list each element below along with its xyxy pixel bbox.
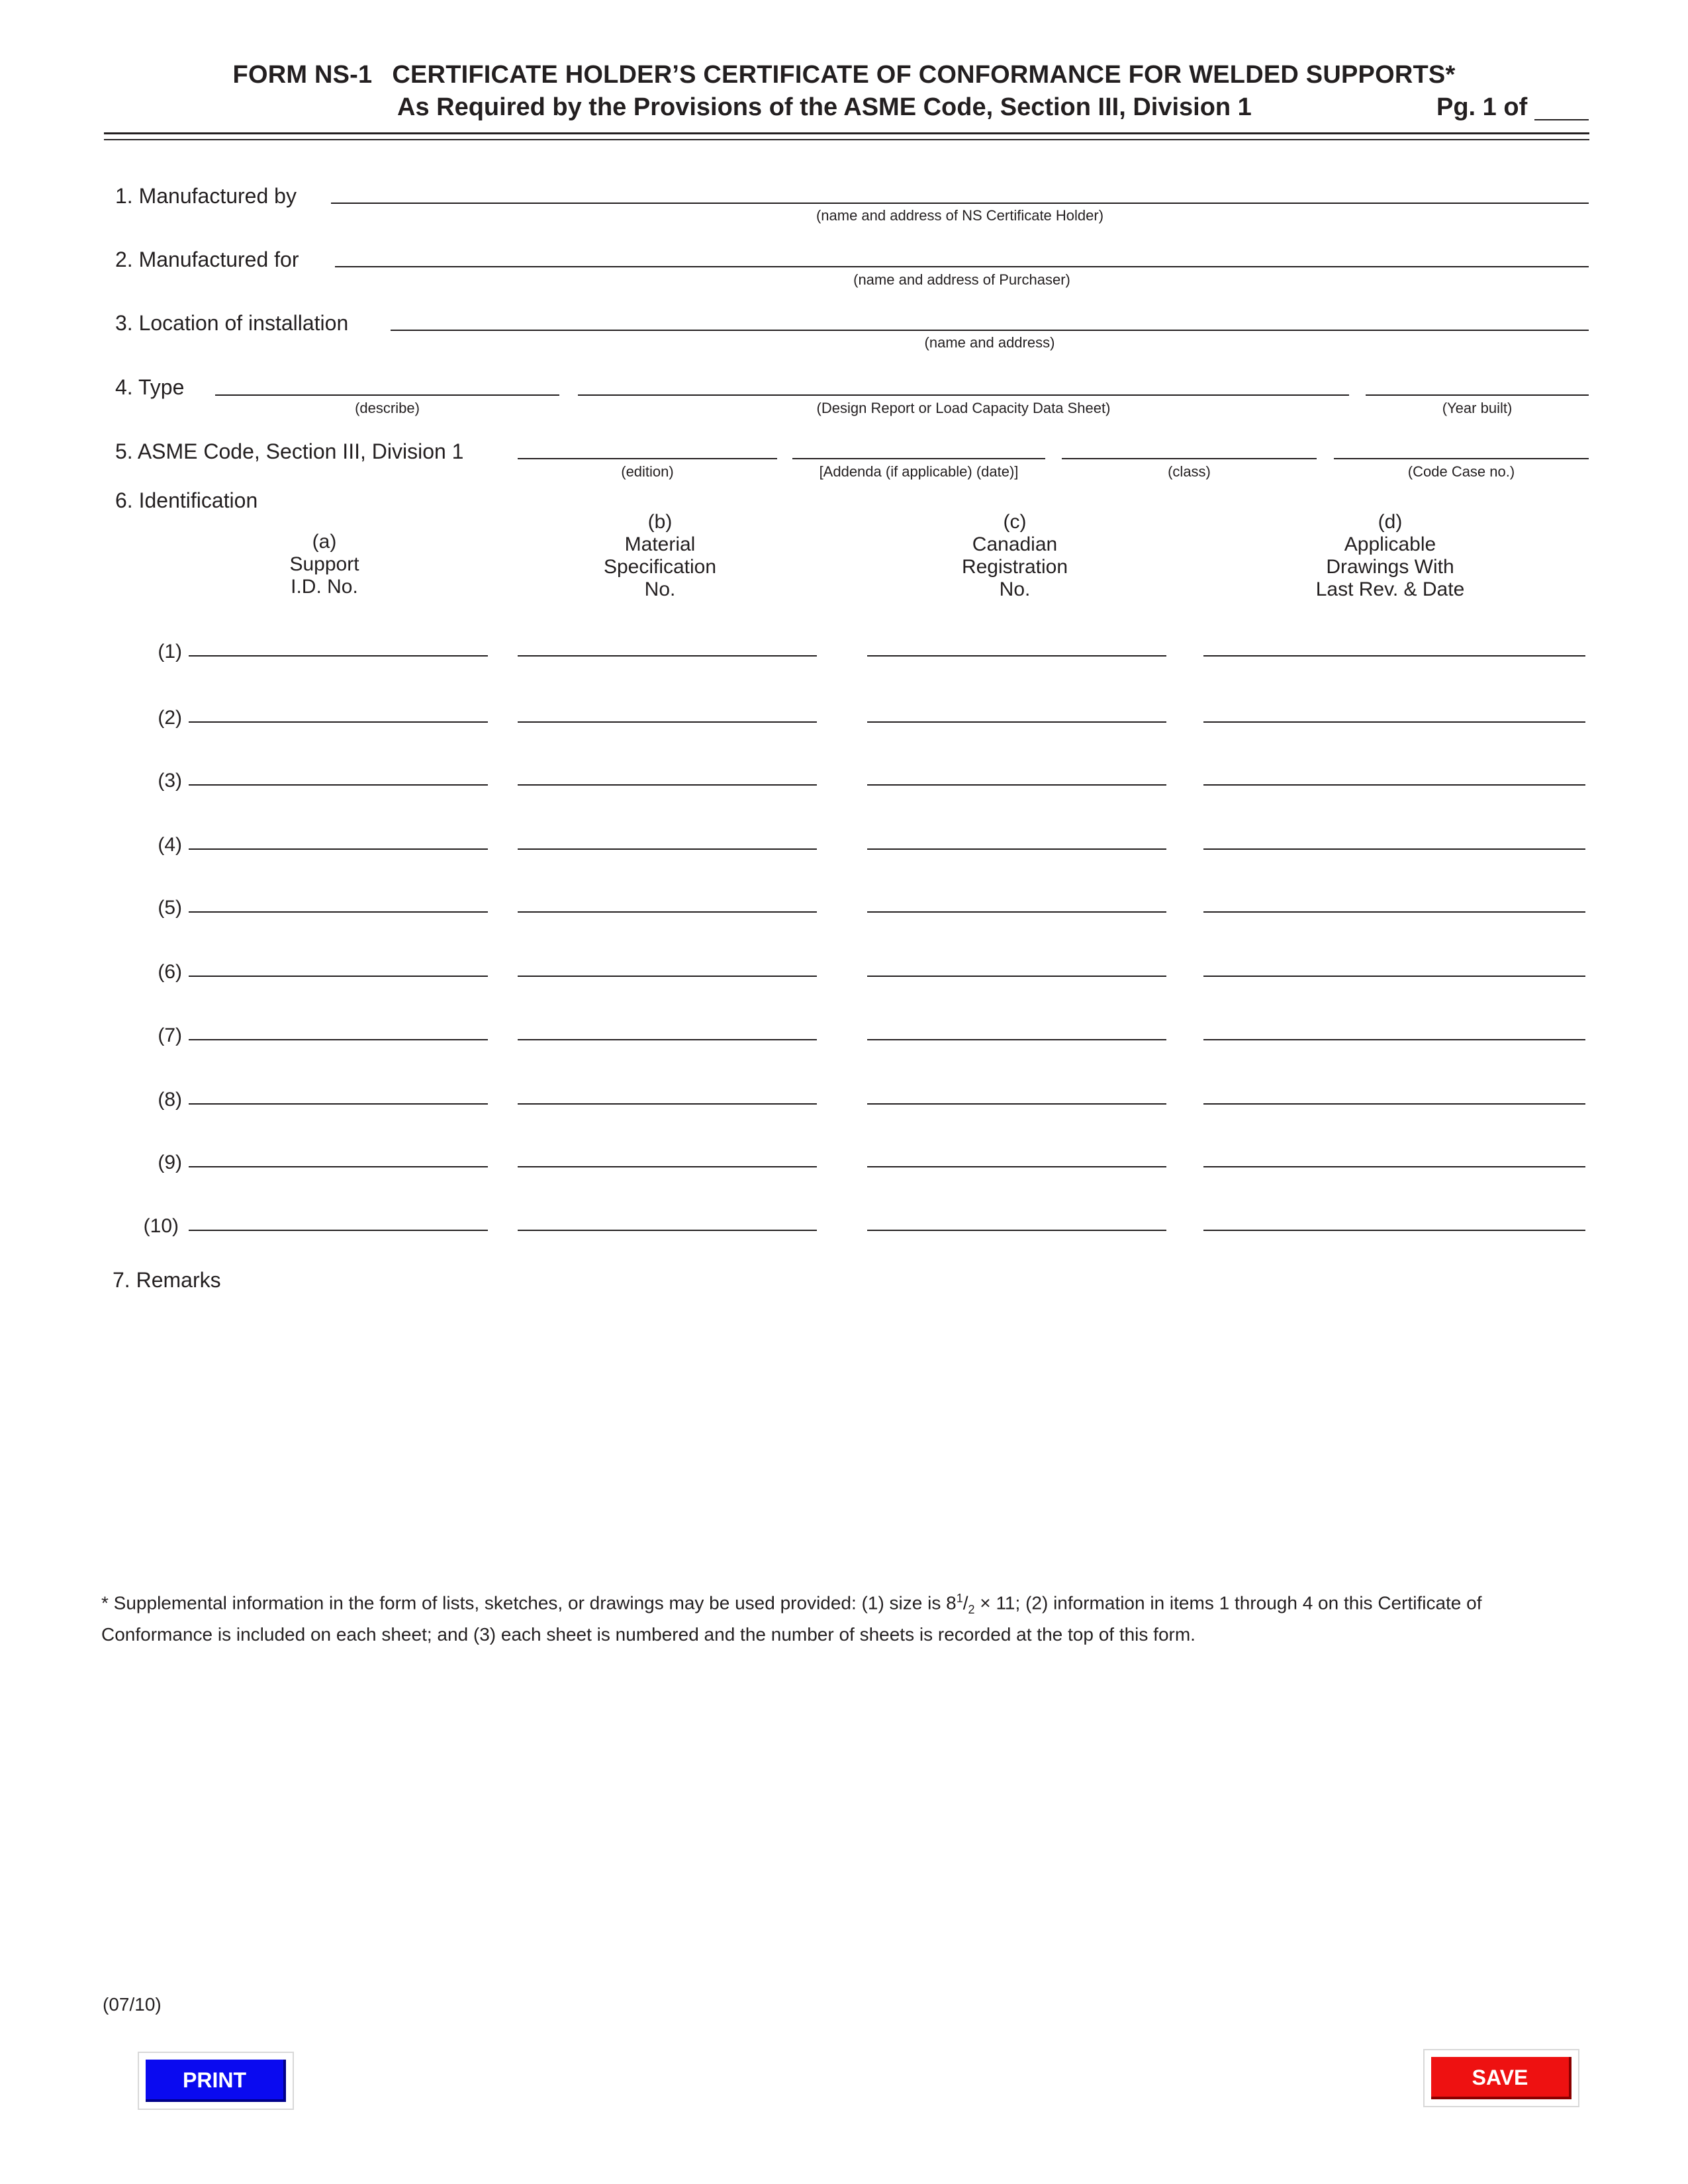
remarks-label: 7. Remarks bbox=[113, 1268, 221, 1292]
material-spec-field[interactable] bbox=[518, 721, 817, 723]
code-case-field[interactable] bbox=[1334, 458, 1589, 459]
material-spec-field[interactable] bbox=[518, 1166, 817, 1167]
code-addenda-caption: [Addenda (if applicable) (date)] bbox=[819, 463, 1019, 480]
type-describe-caption: (describe) bbox=[355, 400, 420, 416]
column-b-line: Material bbox=[624, 533, 696, 555]
drawings-field[interactable] bbox=[1203, 976, 1585, 977]
code-label: 5. ASME Code, Section III, Division 1 bbox=[115, 439, 464, 463]
column-b-line: No. bbox=[644, 578, 676, 600]
support-id-field[interactable] bbox=[189, 911, 488, 913]
row-number: (7) bbox=[158, 1024, 182, 1046]
column-header-c bbox=[915, 511, 1114, 601]
manufactured-by-caption: (name and address of NS Certificate Holder) bbox=[816, 207, 1104, 224]
column-b-line: (b) bbox=[647, 511, 673, 533]
canadian-reg-field[interactable] bbox=[867, 1230, 1166, 1231]
row-number: (4) bbox=[158, 834, 182, 856]
location-label: 3. Location of installation bbox=[115, 311, 349, 335]
row-number: (8) bbox=[158, 1089, 182, 1111]
row-number: (6) bbox=[158, 961, 182, 983]
footnote-text: × 11; (2) information in items 1 through 4 on this Certificate of Conformance is included on each sheet; and (3) each sheet is numbered and the number of sheets is recorded at the top of this form. bbox=[101, 1592, 1482, 1645]
footnote-text: * Supplemental information in the form of lists, sketches, or drawings may be used provided: (1) size is 8 bbox=[101, 1592, 957, 1614]
form-title-text: CERTIFICATE HOLDER’S CERTIFICATE OF CONFORMANCE FOR WELDED SUPPORTS* bbox=[392, 61, 1456, 89]
material-spec-field[interactable] bbox=[518, 848, 817, 850]
support-id-field[interactable] bbox=[189, 1039, 488, 1040]
canadian-reg-field[interactable] bbox=[867, 976, 1166, 977]
row-number: (9) bbox=[158, 1152, 182, 1173]
remarks-area[interactable] bbox=[113, 1301, 1589, 1553]
column-header-d bbox=[1271, 511, 1509, 601]
column-header-b bbox=[561, 511, 759, 601]
column-c-line: Canadian bbox=[972, 533, 1058, 555]
drawings-field[interactable] bbox=[1203, 1230, 1585, 1231]
support-id-field[interactable] bbox=[189, 721, 488, 723]
code-addenda-field[interactable] bbox=[792, 458, 1045, 459]
type-year-caption: (Year built) bbox=[1442, 400, 1513, 416]
drawings-field[interactable] bbox=[1203, 848, 1585, 850]
column-a-line: (a) bbox=[312, 531, 337, 553]
save-button[interactable] bbox=[1423, 2049, 1579, 2107]
column-header-a bbox=[225, 531, 424, 598]
row-number: (1) bbox=[158, 641, 182, 662]
code-class-caption: (class) bbox=[1168, 463, 1211, 480]
canadian-reg-field[interactable] bbox=[867, 784, 1166, 786]
drawings-field[interactable] bbox=[1203, 911, 1585, 913]
row-number: (5) bbox=[158, 897, 182, 919]
column-c-line: No. bbox=[999, 578, 1031, 600]
manufactured-for-caption: (name and address of Purchaser) bbox=[853, 271, 1070, 288]
material-spec-field[interactable] bbox=[518, 1230, 817, 1231]
print-button[interactable] bbox=[138, 2052, 294, 2110]
type-report-caption: (Design Report or Load Capacity Data Sheet) bbox=[816, 400, 1111, 416]
footnote-fraction-denominator: 2 bbox=[968, 1602, 975, 1616]
drawings-field[interactable] bbox=[1203, 1039, 1585, 1040]
column-a-line: Support bbox=[289, 553, 359, 575]
canadian-reg-field[interactable] bbox=[867, 1039, 1166, 1040]
column-c-line: (c) bbox=[1003, 511, 1027, 533]
drawings-field[interactable] bbox=[1203, 784, 1585, 786]
support-id-field[interactable] bbox=[189, 655, 488, 657]
footnote-fraction-numerator: 1 bbox=[956, 1592, 963, 1605]
print-button-label: PRINT bbox=[146, 2060, 286, 2102]
drawings-field[interactable] bbox=[1203, 721, 1585, 723]
header-rule bbox=[104, 139, 1589, 140]
material-spec-field[interactable] bbox=[518, 784, 817, 786]
identification-label: 6. Identification bbox=[115, 488, 258, 512]
revision-date: (07/10) bbox=[103, 1994, 162, 2015]
drawings-field[interactable] bbox=[1203, 1166, 1585, 1167]
column-c-line: Registration bbox=[961, 556, 1068, 578]
material-spec-field[interactable] bbox=[518, 976, 817, 977]
save-button-label: SAVE bbox=[1431, 2057, 1571, 2099]
canadian-reg-field[interactable] bbox=[867, 1166, 1166, 1167]
header-rule bbox=[104, 132, 1589, 134]
footnote: * Supplemental information in the form of lists, sketches, or drawings may be used provided: (1) size is $8^1/_2 \times 11$; (2) information in items 1 through 4 on this Certificate of Conformance is included on each sheet; and (3) each sheet is numbered and the number of sheets is recorded at the top of this form. bbox=[101, 1592, 1482, 1645]
material-spec-field[interactable] bbox=[518, 1103, 817, 1105]
form-subtitle: As Required by the Provisions of the ASME Code, Section III, Division 1 bbox=[397, 93, 1252, 121]
canadian-reg-field[interactable] bbox=[867, 911, 1166, 913]
type-describe-field[interactable] bbox=[215, 394, 559, 396]
drawings-field[interactable] bbox=[1203, 1103, 1585, 1105]
support-id-field[interactable] bbox=[189, 848, 488, 850]
location-caption: (name and address) bbox=[924, 334, 1055, 351]
manufactured-by-label: 1. Manufactured by bbox=[115, 184, 297, 208]
row-number: (3) bbox=[158, 770, 182, 792]
column-a-line: I.D. No. bbox=[291, 576, 358, 598]
material-spec-field[interactable] bbox=[518, 911, 817, 913]
code-class-field[interactable] bbox=[1062, 458, 1317, 459]
manufactured-for-field[interactable] bbox=[335, 266, 1589, 267]
row-number: (10) bbox=[143, 1215, 179, 1237]
column-d-line: Drawings With bbox=[1326, 556, 1454, 578]
canadian-reg-field[interactable] bbox=[867, 655, 1166, 657]
support-id-field[interactable] bbox=[189, 976, 488, 977]
support-id-field[interactable] bbox=[189, 784, 488, 786]
material-spec-field[interactable] bbox=[518, 1039, 817, 1040]
manufactured-for-label: 2. Manufactured for bbox=[115, 248, 299, 271]
column-d-line: (d) bbox=[1378, 511, 1403, 533]
manufactured-by-field[interactable] bbox=[331, 203, 1589, 204]
page-total-field[interactable] bbox=[1534, 119, 1589, 120]
column-b-line: Specification bbox=[603, 556, 717, 578]
type-label: 4. Type bbox=[115, 375, 185, 399]
location-field[interactable] bbox=[391, 330, 1589, 331]
canadian-reg-field[interactable] bbox=[867, 721, 1166, 723]
row-number: (2) bbox=[158, 707, 182, 729]
column-d-line: Last Rev. & Date bbox=[1315, 578, 1465, 600]
canadian-reg-field[interactable] bbox=[867, 1103, 1166, 1105]
type-year-field[interactable] bbox=[1366, 394, 1589, 396]
support-id-field[interactable] bbox=[189, 1166, 488, 1167]
drawings-field[interactable] bbox=[1203, 655, 1585, 657]
support-id-field[interactable] bbox=[189, 1230, 488, 1231]
code-case-caption: (Code Case no.) bbox=[1407, 463, 1515, 480]
form-title bbox=[0, 61, 1688, 89]
code-edition-field[interactable] bbox=[518, 458, 777, 459]
type-report-field[interactable] bbox=[578, 394, 1349, 396]
form-number: FORM NS-1 bbox=[232, 61, 373, 89]
page-label: Pg. 1 of bbox=[1436, 93, 1528, 121]
material-spec-field[interactable] bbox=[518, 655, 817, 657]
column-d-line: Applicable bbox=[1344, 533, 1436, 555]
code-edition-caption: (edition) bbox=[621, 463, 674, 480]
canadian-reg-field[interactable] bbox=[867, 848, 1166, 850]
support-id-field[interactable] bbox=[189, 1103, 488, 1105]
